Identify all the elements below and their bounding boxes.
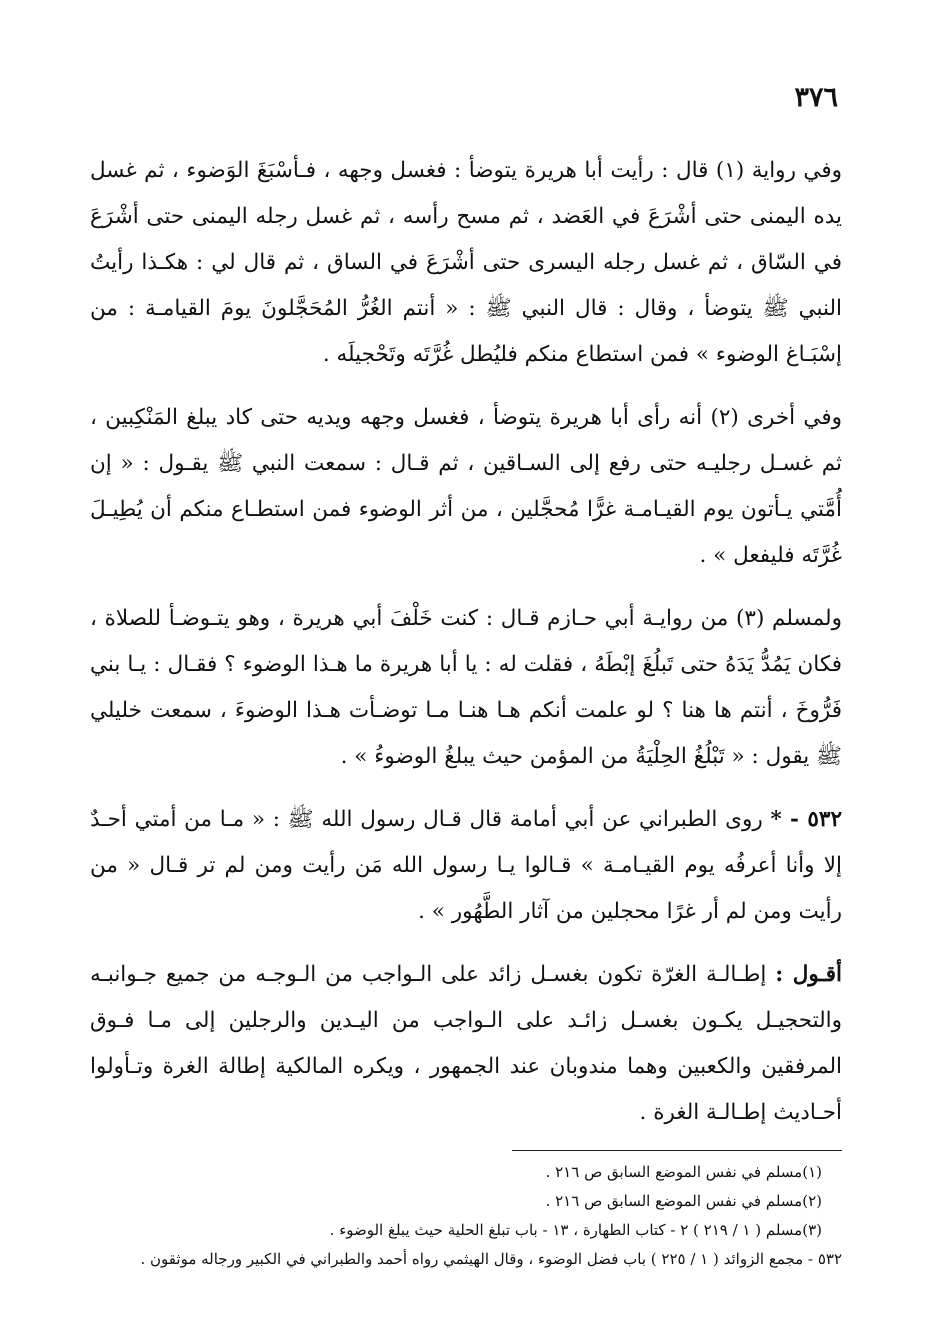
paragraph-text: ولمسلم (٣) من روايـة أبي حـازم قـال : كنت خَلْفَ أبي هريرة ، وهو يتـوضـأ للصلاة ، فكان يَمُدُّ يَدَهُ حتى تَبلُغَ إبْطَهُ ، فقلت له : يا أبا هريرة ما هـذا الوضوء ؟ فقـال : يـا بني فَرُّوخَ ، أنتم ها هنا ؟ لو علمت أنكم هـا هنـا مـا توضـأت هـذا الوضوءَ ، سمعت خليلي ﷺ يقول : « تَبْلُغُ الحِلْيَةُ من المؤمن حيث يبلغُ الوضوءُ » .: [90, 606, 842, 769]
footnote-divider: [512, 1150, 842, 1151]
paragraph-text: وفي أخرى (٢) أنه رأى أبا هريرة يتوضأ ، فغسل وجهه ويديه حتى كاد يبلغ المَنْكِبين ، ثم غسـل رجليـه حتى رفع إلى السـاقين ، ثم قـال : سمعت النبي ﷺ يقـول : « إن أُمَّتي يـأتون يوم القيـامـة غرًّا مُحجَّلين ، من أثر الوضوء فمن استطـاع منكم أن يُطِيـلَ غُرَّتَه فليفعل » .: [90, 405, 842, 568]
paragraph-text: وفي رواية (١) قال : رأيت أبا هريرة يتوضأ : فغسل وجهه ، فـأسْبَغَ الوَضوء ، ثم غسل يده اليمنى حتى أشْرَعَ في العَضد ، ثم مسح رأسه ، ثم غسل رجله اليمنى حتى أشْرَعَ في السّاق ، ثم غسل رجله اليسرى حتى أشْرَعَ في الساق ، ثم قال لي : هكـذا رأيتُ النبي ﷺ يتوضأ ، وقال : قال النبي ﷺ : « أنتم الغُرُّ المُحَجَّلونَ يومَ القيامـة : من إسْبَـاغ الوضوء » فمن استطاع منكم فليُطل غُرَّتَه وتَحْجيلَه .: [90, 158, 842, 367]
footnote-1: (١)مسلم في نفس الموضع السابق ص ٢١٦ .: [545, 1163, 822, 1181]
paragraph-hadith-532: [90, 797, 842, 935]
footnote-532: ٥٣٢ - مجمع الزوائد ( ١ / ٢٢٥ ) باب فضل الوضوء ، وقال الهيثمي رواه أحمد والطبراني في الكبير ورجاله موثقون .: [140, 1250, 842, 1268]
main-text: [90, 148, 842, 1153]
footnote-2: (٢)مسلم في نفس الموضع السابق ص ٢١٦ .: [545, 1192, 822, 1210]
hadith-number: ٥٣٢ - *: [770, 807, 842, 832]
paragraph-text: روى الطبراني عن أبي أمامة قال قـال رسول الله ﷺ : « مـا من أمتي أحـدٌ إلا وأنا أعرفُه يوم القيـامـة » قـالوا يـا رسول الله مَن رأيت ومن لم تر قـال « من رأيت ومن لم أر غرًا محجلين من آثار الطَّهُور » .: [90, 807, 842, 924]
paragraph-narration-2: [90, 395, 842, 579]
paragraph-text: إطـالـة الغرّة تكون بغسـل زائد على الـواجب من الـوجـه من جميع جـوانبـه والتحجيـل يكـون بغسـل زائـد على الـواجب من اليـدين والرجلين إلى مـا فـوق المرفقين والكعبين وهما مندوبان عند الجمهور ، ويكره المالكية إطالة الغرة وتـأولوا أحـاديث إطـالـة الغرة .: [90, 962, 842, 1125]
paragraph-narration-3: [90, 596, 842, 780]
page-number: ٣٧٦: [794, 82, 838, 113]
footnote-3: (٣)مسلم ( ١ / ٢١٩ ) ٢ - كتاب الطهارة ، ١٣ - باب تبلغ الحلية حيث يبلغ الوضوء .: [329, 1221, 822, 1239]
paragraph-commentary: [90, 952, 842, 1136]
commentary-label: أقـول :: [775, 962, 842, 987]
footnotes: [90, 1158, 842, 1274]
paragraph-narration-1: [90, 148, 842, 378]
